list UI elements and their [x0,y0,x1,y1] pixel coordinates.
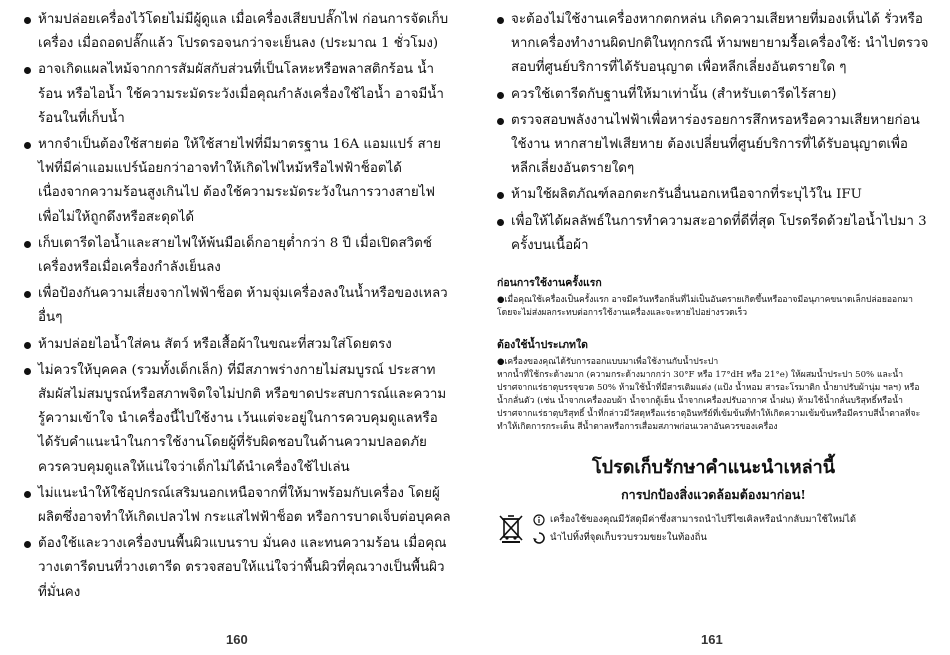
page-number: 160 [226,632,248,647]
list-item: ห้ามปล่อยเครื่องไว้โดยไม่มีผู้ดูแล เมื่อเครื่องเสียบปลั๊กไฟ ก่อนการจัดเก็บเครื่อง เมื่อถอดปลั๊กแล้ว โปรดรอจนกว่าจะเย็นลง (ประมาณ 1 ชั่วโมง) [24,8,453,56]
list-item: ห้ามใช้ผลิตภัณฑ์ลอกตะกรันอื่นนอกเหนือจากที่ระบุไว้ใน IFU [497,183,930,207]
keep-instructions-heading: โปรดเก็บรักษาคำแนะนำเหล่านี้ [591,457,836,479]
list-item: เพื่อให้ได้ผลลัพธ์ในการทำความสะอาดที่ดีที่สุด โปรดรีดด้วยไอน้ำไปมา 3 ครั้งบนเนื้อผ้า [497,210,930,258]
environment-section [497,511,930,547]
list-item: ไม่ควรให้บุคคล (รวมทั้งเด็กเล็ก) ที่มีสภาพร่างกายไม่สมบูรณ์ ประสาทสัมผัสไม่สมบูรณ์หรือสภาพจิตใจไม่ปกติ หรือขาดประสบการณ์และความรู้ความเข้าใจ นำเครื่องนี้ไปใช้งาน เว้นแต่จะอยู่ในการควบคุมดูแลหรือได้รับคำแนะนำในการใช้งานโดยผู้ที่รับผิดชอบในด้านความปลอดภัย ควรควบคุมดูแลให้แน่ใจว่าเด็กไม่ได้นำเครื่องใช้ไปเล่น [24,359,453,480]
list-item: ต้องใช้และวางเครื่องบนพื้นผิวแบนราบ มั่นคง และทนความร้อน เมื่อคุณวางเตารีดบนที่วางเตารีด ตรวจสอบให้แน่ใจว่าพื้นผิวที่คุณวางเป็นพื้นผิวที่มั่นคง [24,532,453,605]
safety-list-right [497,8,930,258]
first-use-text: ●เมื่อคุณใช้เครื่องเป็นครั้งแรก อาจมีควันหรือกลิ่นที่ไม่เป็นอันตรายเกิดขึ้นหรืออาจมีอนุภาคขนาดเล็กปล่อยออกมา โดยจะไม่ส่งผลกระทบต่อการใช้งานเครื่องและจะหายไปอย่างรวดเร็ว [497,295,913,319]
list-item: เก็บเตารีดไอน้ำและสายไฟให้พ้นมือเด็กอายุต่ำกว่า 8 ปี เมื่อเปิดสวิตช์เครื่องหรือเมื่อเครื่องกำลังเย็นลง [24,232,453,280]
list-item: จะต้องไม่ใช้งานเครื่องหากตกหล่น เกิดความเสียหายที่มองเห็นได้ รั่วหรือหากเครื่องทำงานผิดปกติในทุกกรณี ห้ามพยายามรื้อเครื่องใช้: นำไปตรวจสอบที่ศูนย์บริการที่ได้รับอนุญาต เพื่อหลีกเลี่ยงอันตรายใด ๆ [497,8,930,81]
info-icon [533,514,545,526]
recycle-text: เครื่องใช้ของคุณมีวัสดุมีค่าซึ่งสามารถนำไปรีไซเคิลหรือนำกลับมาใช้ใหม่ได้ [550,514,857,526]
recycle-info-row [533,511,930,529]
water-text-2: หากน้ำที่ใช้กระด้างมาก (ความกระด้างมากกว่า 30°F หรือ 17°dH หรือ 21°e) ให้ผสมน้ำประปา 50% และน้ำปราศจากแร่ธาตุบรรจุขวด 50% ห้ามใช้น้ำที่มีสารเติมแต่ง (แป้ง น้ำหอม สารอะโรมาติก น้ำยาปรับผ้านุ่ม ฯลฯ) หรือน้ำกลั่นตัว (เช่น น้ำจากเครื่องอบผ้า น้ำจากตู้เย็น น้ำจากเครื่องปรับอากาศ น้ำฝน) ห้ามใช้น้ำกลั่นบริสุทธิ์หรือน้ำปราศจากแร่ธาตุบริสุทธิ์ น้ำที่กล่าวมีวัสดุหรือแร่ธาตุอินทรีย์ที่เข้มข้นที่ทำให้เกิดความเข้มข้นหรือมีคราบสีน้ำตาลที่จะทำให้เกิดการกระเด็น สีน้ำตาลหรือการเสื่อมสภาพก่อนเวลาอันควรของเครื่อง [497,370,921,433]
crossed-bin-icon [497,513,525,543]
water-text-1: ●เครื่องของคุณได้รับการออกแบบมาเพื่อใช้งานกับน้ำประปา [497,357,719,368]
list-item: อาจเกิดแผลไหม้จากการสัมผัสกับส่วนที่เป็นโลหะหรือพลาสติกร้อน น้ำร้อน หรือไอน้ำ ใช้ความระมัดระวังเมื่อคุณกำลังเครื่องใช้ไอน้ำ อาจมีน้ำร้อนในที่เก็บน้ำ [24,58,453,131]
list-item: ควรใช้เตารีดกับฐานที่ให้มาเท่านั้น (สำหรับเตารีดไร้สาย) [497,83,930,107]
recycle-icon [533,532,545,544]
disposal-info-row [533,529,930,547]
first-use-heading: ก่อนการใช้งานครั้งแรก [497,277,602,290]
list-item: ไม่แนะนำให้ใช้อุปกรณ์เสริมนอกเหนือจากที่ให้มาพร้อมกับเครื่อง โดยผู้ผลิตซึ่งอาจทำให้เกิดเปลวไฟ กระแสไฟฟ้าช็อต หรือการบาดเจ็บต่อบุคคล [24,482,453,530]
water-type-heading: ต้องใช้น้ำประเภทใด [497,339,588,352]
list-item: ตรวจสอบพลังงานไฟฟ้าเพื่อหาร่องรอยการสึกหรอหรือความเสียหายก่อนใช้งาน หากสายไฟเสียหาย ต้องเปลี่ยนที่ศูนย์บริการที่ได้รับอนุญาตเพื่อหลีกเลี่ยงอันตรายใดๆ [497,109,930,182]
safety-list-left [24,8,453,605]
list-item: ห้ามปล่อยไอน้ำใส่คน สัตว์ หรือเสื้อผ้าในขณะที่สวมใส่โดยตรง [24,333,453,357]
disposal-text: นำไปทิ้งที่จุดเก็บรวบรวมขยะในท้องถิ่น [550,532,707,544]
list-item: เพื่อป้องกันความเสี่ยงจากไฟฟ้าช็อต ห้ามจุ่มเครื่องลงในน้ำหรือของเหลวอื่นๆ [24,282,453,330]
list-item: หากจำเป็นต้องใช้สายต่อ ให้ใช้สายไฟที่มีมาตรฐาน 16A แอมแปร์ สายไฟที่มีค่าแอมแปร์น้อยกว่าอาจทำให้เกิดไฟไหม้หรือไฟฟ้าช็อตได้ เนื่องจากความร้อนสูงเกินไป ต้องใช้ความระมัดระวังในการวางสายไฟเพื่อไม่ให้ถูกดึงหรือสะดุดได้ [24,133,453,230]
right-page [475,0,950,655]
page-number: 161 [701,632,723,647]
environment-heading: การปกป้องสิ่งแวดล้อมต้องมาก่อน! [621,487,806,503]
